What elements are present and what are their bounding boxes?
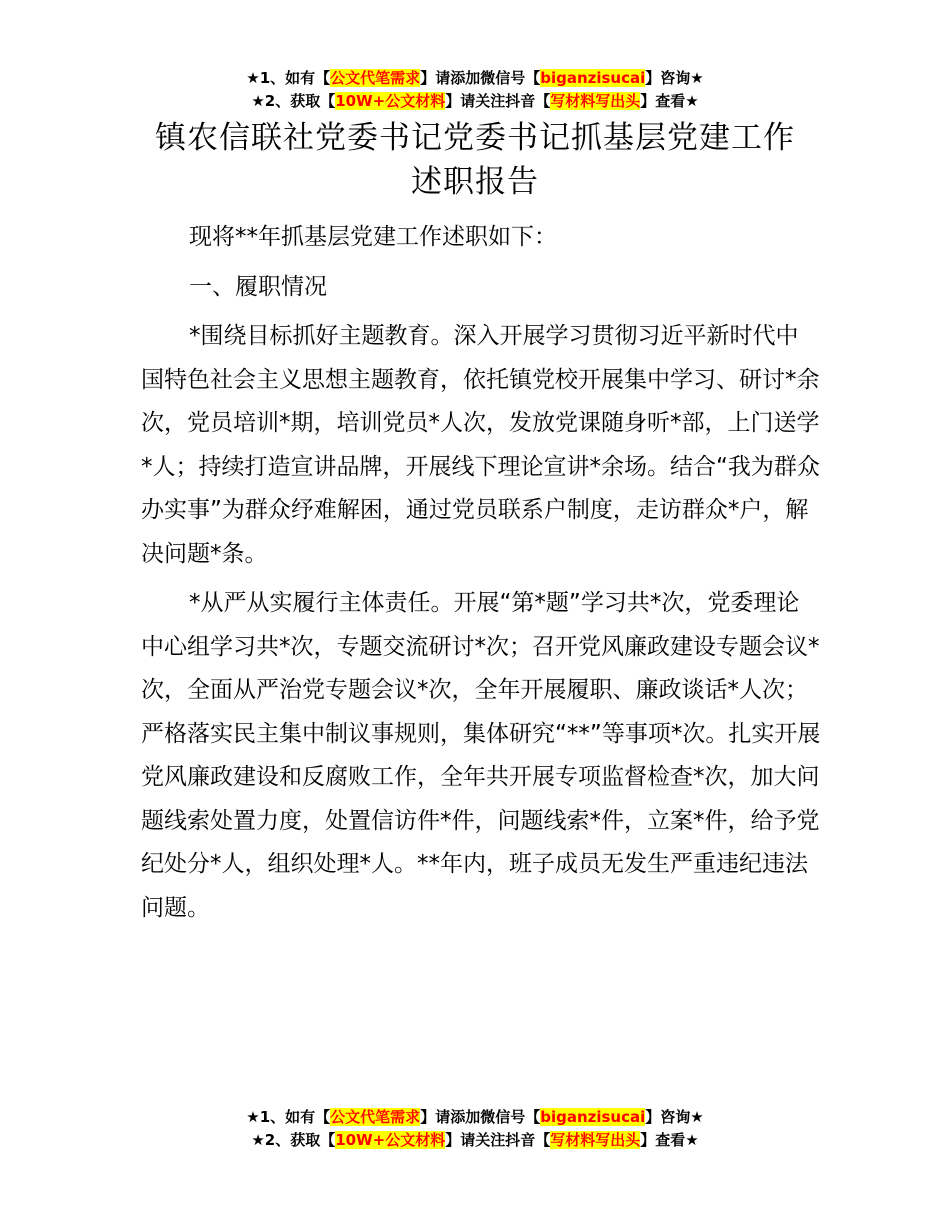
intro-paragraph: 现将**年抓基层党建工作述职如下： — [189, 224, 557, 250]
section-heading: 一、履职情况 — [189, 273, 327, 300]
document-body — [141, 216, 821, 930]
promo-line-1-mid: 】请添加微信号【 — [420, 69, 541, 87]
footer-promo-line-1 — [0, 1106, 950, 1129]
promo-line-2-prefix: ★2、获取【 — [251, 92, 336, 110]
promo-highlight-service: 公文代笔需求 — [330, 69, 421, 87]
footer-line-1-mid: 】请添加微信号【 — [420, 1108, 541, 1126]
promo-highlight-wechat-id: biganzisucai — [540, 69, 646, 87]
footer-highlight-service: 公文代笔需求 — [330, 1108, 421, 1126]
promo-line-1 — [0, 67, 950, 90]
footer-promo-banner — [0, 1106, 950, 1152]
footer-line-2-prefix: ★2、获取【 — [251, 1131, 336, 1149]
footer-highlight-wechat-id: biganzisucai — [540, 1108, 646, 1126]
promo-highlight-douyin-account: 写材料写出头 — [550, 92, 641, 110]
promo-line-1-prefix: ★1、如有【 — [246, 69, 331, 87]
body-paragraph-2: *从严从实履行主体责任。开展“第*题”学习共*次，党委理论中心组学习共*次，专题交流研讨*次；召开党风廉政建设专题会议*次，全面从严治党专题会议*次，全年开展履职、廉政谈话*人次；严格落实民主集中制议事规则，集体研究“**”等事项*次。扎实开展党风廉政建设和反腐败工作，全年共开展专项监督检查*次，加大问题线索处置力度，处置信访件*件，问题线索*件，立案*件，给予党纪处分*人，组织处理*人。**年内，班子成员无发生严重违纪违法问题。 — [141, 590, 821, 921]
footer-promo-line-2 — [0, 1129, 950, 1152]
document-title — [0, 116, 950, 204]
footer-highlight-materials: 10W+公文材料 — [335, 1131, 446, 1149]
promo-line-2-mid: 】请关注抖音【 — [445, 92, 551, 110]
promo-highlight-materials: 10W+公文材料 — [335, 92, 446, 110]
footer-line-2-suffix: 】查看★ — [640, 1131, 699, 1149]
document-title-line-2: 述职报告 — [411, 164, 539, 200]
footer-highlight-douyin-account: 写材料写出头 — [550, 1131, 641, 1149]
promo-line-2-suffix: 】查看★ — [640, 92, 699, 110]
document-title-line-1: 镇农信联社党委书记党委书记抓基层党建工作 — [155, 120, 795, 156]
footer-line-1-prefix: ★1、如有【 — [246, 1108, 331, 1126]
body-paragraph-1: *围绕目标抓好主题教育。深入开展学习贯彻习近平新时代中国特色社会主义思想主题教育，依托镇党校开展集中学习、研讨*余次，党员培训*期，培训党员*人次，发放党课随身听*部，上门送学*人；持续打造宣讲品牌，开展线下理论宣讲*余场。结合“我为群众办实事”为群众纾难解困，通过党员联系户制度，走访群众*户，解决问题*条。 — [141, 323, 820, 567]
promo-line-1-suffix: 】咨询★ — [645, 69, 704, 87]
footer-line-1-suffix: 】咨询★ — [645, 1108, 704, 1126]
header-promo-banner — [0, 67, 950, 113]
promo-line-2 — [0, 90, 950, 113]
footer-line-2-mid: 】请关注抖音【 — [445, 1131, 551, 1149]
